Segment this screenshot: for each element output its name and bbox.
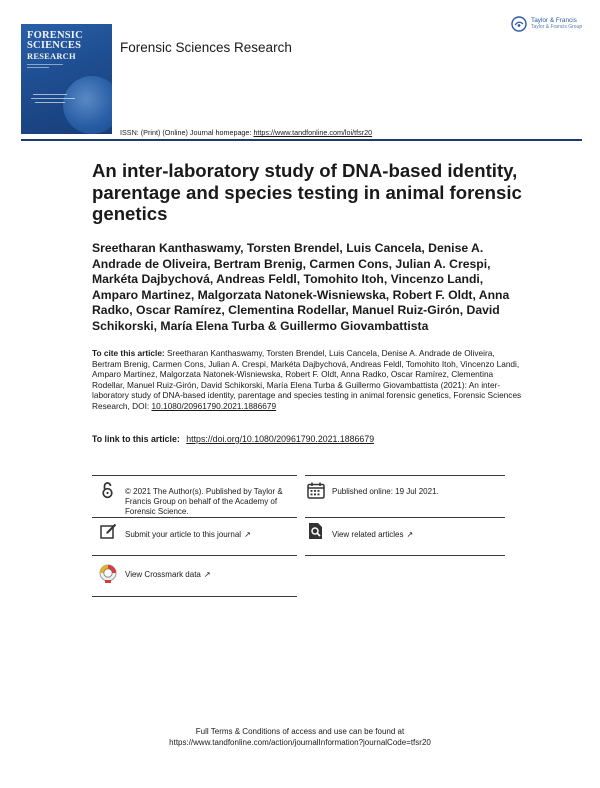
author-list: Sreetharan Kanthaswamy, Torsten Brendel, Luis Cancela, Denise A. Andrade de Oliveira, Bertram Brenig, Carmen Cons, Julian A. Crespi, Markéta Dajbychová, Andreas Feldl, Tomohito Itoh, Vincenzo Landi, Amparo Martinez, Malgorzata Natonek-Wisniewska, Robert F. Oldt, Anna Radko, Oscar Ramírez, Clementina Rodellar, Manuel Ruiz-Girón, David Schikorski, María Elena Turba & Guillermo Giovambattista [92, 241, 510, 333]
publisher-logo [511, 16, 583, 36]
external-link-icon: ↗ [244, 530, 251, 539]
edit-pencil-icon [100, 523, 117, 539]
info-rule-2-right [305, 517, 505, 518]
citation-text: Sreetharan Kanthaswamy, Torsten Brendel, Luis Cancela, Denise A. Andrade de Oliveira, Bertram Brenig, Carmen Cons, Julian A. Crespi, Markéta Dajbychová, Andreas Feldl, Tomohito Itoh, Vincenzo Landi, Amparo Martinez, Malgorzata Natonek-Wisniewska, Robert F. Oldt, Anna Radko, Oscar Ramírez, Clementina Rodellar, Manuel Ruiz-Girón, David Schikorski, María Elena Turba & Guillermo Giovambattista (2021): An inter-laboratory study of DNA-based identity, parentage and species testing in animal forensic genetics, Forensic Sciences Research, DOI: [92, 348, 522, 411]
footer-terms-link[interactable]: https://www.tandfonline.com/action/journalInformation?journalCode=tfsr20 [169, 738, 431, 747]
article-link-line [92, 434, 374, 444]
external-link-icon: ↗ [203, 570, 211, 579]
license-text: © 2021 The Author(s). Published by Taylor & Francis Group on behalf of the Academy of Forensic Science. [125, 487, 283, 516]
publisher-logo-line1: Taylor & Francis [531, 17, 577, 24]
info-top-rule-left [92, 475, 297, 476]
info-rule-2-left [92, 517, 297, 518]
journal-cover-image [21, 24, 112, 134]
article-link-label: To link to this article: [92, 434, 180, 444]
calendar-icon [307, 482, 325, 499]
submit-article-link[interactable]: Submit your article to this journal ↗ [125, 530, 251, 539]
citation-block [92, 348, 522, 411]
citation-doi-link[interactable]: 10.1080/20961790.2021.1886679 [151, 400, 277, 411]
view-crossmark-link[interactable]: View Crossmark data ↗ [125, 570, 211, 579]
journal-name: Forensic Sciences Research [120, 40, 292, 55]
document-search-icon [308, 522, 324, 540]
taylor-francis-logo-icon [511, 16, 527, 32]
issn-homepage-line [120, 128, 372, 137]
info-rule-3-right [305, 555, 505, 556]
crossmark-icon [99, 564, 117, 584]
article-doi-url-link[interactable]: https://doi.org/10.1080/20961790.2021.1886679 [186, 434, 375, 444]
header-divider [21, 139, 582, 141]
info-top-rule-right [305, 475, 505, 476]
citation-label: To cite this article: [92, 348, 165, 358]
info-bottom-rule [92, 596, 297, 597]
footer-line1: Full Terms & Conditions of access and use can be found at [195, 727, 405, 736]
info-rule-3-left [92, 555, 297, 556]
published-date: Published online: 19 Jul 2021. [332, 487, 439, 496]
open-access-lock-icon [101, 481, 114, 499]
view-related-articles-link[interactable]: View related articles ↗ [332, 530, 414, 539]
issn-text: ISSN: (Print) (Online) Journal homepage: [120, 128, 252, 137]
footer-terms [0, 726, 600, 748]
publisher-logo-line2: Taylor & Francis Group [531, 24, 583, 30]
cover-artwork [63, 76, 112, 134]
external-link-icon: ↗ [406, 530, 414, 539]
article-title: An inter-laboratory study of DNA-based identity, parentage and species testing in animal forensic genetics [92, 160, 522, 224]
cover-title: FORENSIC SCIENCES RESEARCH [27, 30, 83, 61]
journal-homepage-link[interactable]: https://www.tandfonline.com/loi/tfsr20 [253, 128, 373, 137]
